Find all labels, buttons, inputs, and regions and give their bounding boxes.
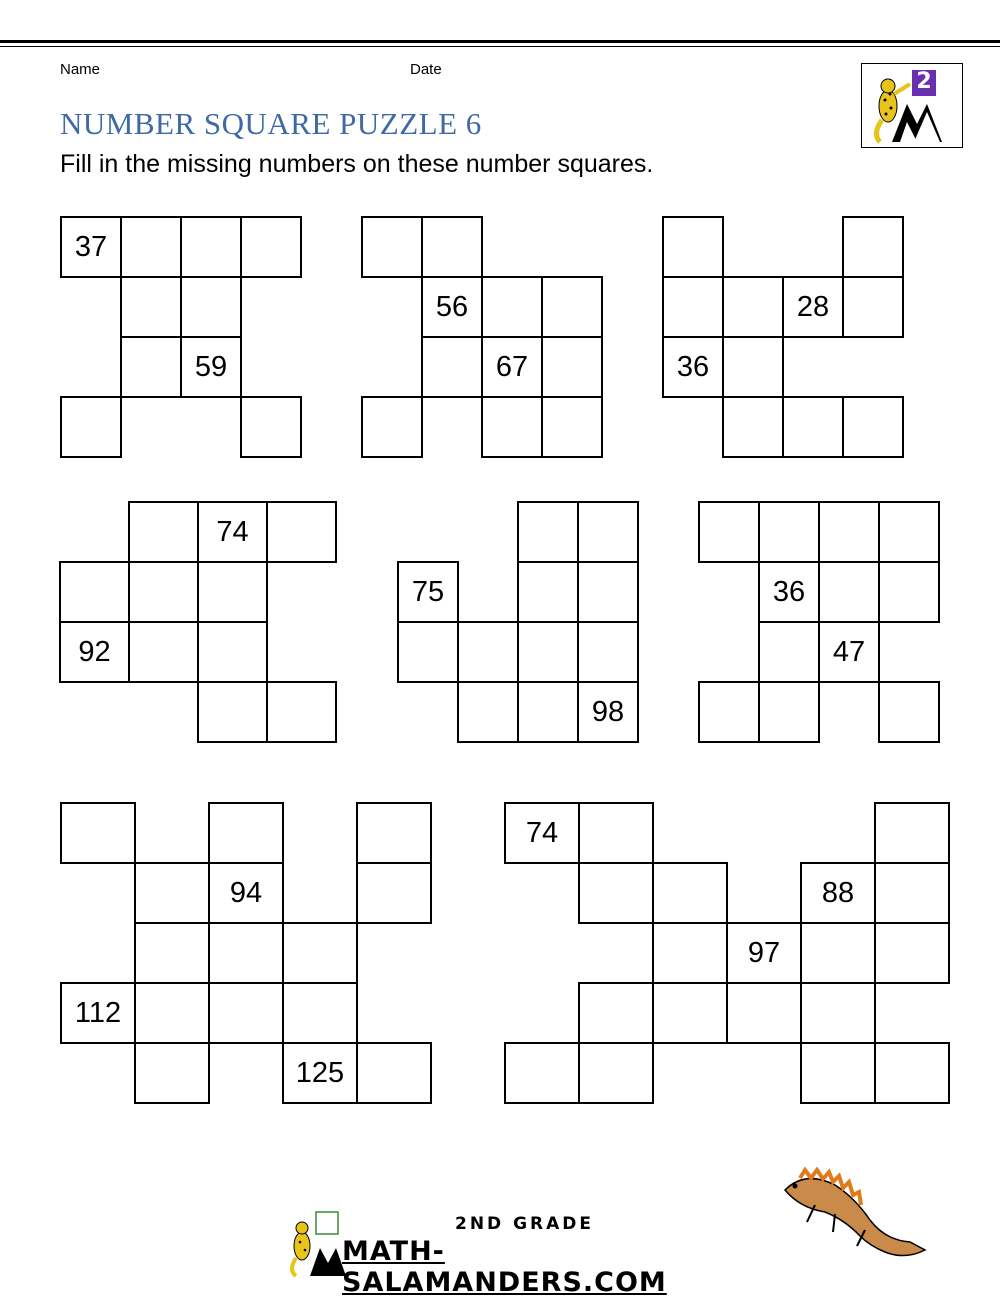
empty-number-cell[interactable] — [577, 501, 639, 563]
instructions: Fill in the missing numbers on these number squares. — [60, 150, 654, 178]
page-title: NUMBER SQUARE PUZZLE 6 — [60, 106, 482, 141]
empty-number-cell[interactable] — [874, 922, 950, 984]
empty-number-cell[interactable] — [578, 862, 654, 924]
empty-number-cell[interactable] — [726, 982, 802, 1044]
empty-number-cell[interactable] — [722, 396, 784, 458]
empty-number-cell[interactable] — [356, 1042, 432, 1104]
given-number-cell: 98 — [577, 681, 639, 743]
empty-number-cell[interactable] — [541, 336, 603, 398]
empty-number-cell[interactable] — [282, 922, 358, 984]
top-rule — [0, 40, 1000, 43]
given-number-cell: 74 — [504, 802, 580, 864]
empty-number-cell[interactable] — [266, 681, 337, 743]
empty-number-cell[interactable] — [481, 276, 543, 338]
empty-number-cell[interactable] — [878, 501, 940, 563]
empty-number-cell[interactable] — [800, 1042, 876, 1104]
empty-number-cell[interactable] — [652, 922, 728, 984]
grade-logo — [861, 63, 963, 148]
empty-number-cell[interactable] — [128, 621, 199, 683]
empty-number-cell[interactable] — [874, 802, 950, 864]
empty-number-cell[interactable] — [517, 681, 579, 743]
empty-number-cell[interactable] — [134, 982, 210, 1044]
empty-number-cell[interactable] — [128, 561, 199, 623]
empty-number-cell[interactable] — [878, 561, 940, 623]
given-number-cell: 88 — [800, 862, 876, 924]
empty-number-cell[interactable] — [266, 501, 337, 563]
empty-number-cell[interactable] — [698, 501, 760, 563]
empty-number-cell[interactable] — [842, 396, 904, 458]
empty-number-cell[interactable] — [180, 276, 242, 338]
empty-number-cell[interactable] — [652, 982, 728, 1044]
given-number-cell: 94 — [208, 862, 284, 924]
footer-site-text: MATH-SALAMANDERS.COM — [342, 1236, 667, 1298]
empty-number-cell[interactable] — [662, 276, 724, 338]
empty-number-cell[interactable] — [800, 982, 876, 1044]
empty-number-cell[interactable] — [134, 1042, 210, 1104]
given-number-cell: 92 — [59, 621, 130, 683]
given-number-cell: 36 — [758, 561, 820, 623]
empty-number-cell[interactable] — [758, 501, 820, 563]
empty-number-cell[interactable] — [652, 862, 728, 924]
empty-number-cell[interactable] — [197, 561, 268, 623]
empty-number-cell[interactable] — [60, 802, 136, 864]
empty-number-cell[interactable] — [698, 681, 760, 743]
empty-number-cell[interactable] — [578, 982, 654, 1044]
empty-number-cell[interactable] — [842, 216, 904, 278]
empty-number-cell[interactable] — [541, 276, 603, 338]
footer-grade-text: 2ND GRADE — [455, 1214, 595, 1234]
empty-number-cell[interactable] — [128, 501, 199, 563]
empty-number-cell[interactable] — [120, 216, 182, 278]
date-label: Date — [410, 61, 442, 78]
empty-number-cell[interactable] — [208, 982, 284, 1044]
empty-number-cell[interactable] — [240, 216, 302, 278]
empty-number-cell[interactable] — [517, 501, 579, 563]
empty-number-cell[interactable] — [60, 396, 122, 458]
empty-number-cell[interactable] — [208, 802, 284, 864]
empty-number-cell[interactable] — [782, 396, 844, 458]
empty-number-cell[interactable] — [758, 621, 820, 683]
empty-number-cell[interactable] — [421, 216, 483, 278]
empty-number-cell[interactable] — [59, 561, 130, 623]
empty-number-cell[interactable] — [517, 621, 579, 683]
empty-number-cell[interactable] — [578, 1042, 654, 1104]
empty-number-cell[interactable] — [356, 862, 432, 924]
given-number-cell: 112 — [60, 982, 136, 1044]
empty-number-cell[interactable] — [457, 621, 519, 683]
empty-number-cell[interactable] — [356, 802, 432, 864]
footer-logo — [280, 1208, 730, 1298]
given-number-cell: 47 — [818, 621, 880, 683]
given-number-cell: 74 — [197, 501, 268, 563]
given-number-cell: 37 — [60, 216, 122, 278]
given-number-cell: 56 — [421, 276, 483, 338]
empty-number-cell[interactable] — [481, 396, 543, 458]
empty-number-cell[interactable] — [397, 621, 459, 683]
empty-number-cell[interactable] — [722, 276, 784, 338]
given-number-cell: 36 — [662, 336, 724, 398]
empty-number-cell[interactable] — [758, 681, 820, 743]
empty-number-cell[interactable] — [818, 561, 880, 623]
newt-illustration-icon — [775, 1160, 935, 1270]
empty-number-cell[interactable] — [517, 561, 579, 623]
grade-badge-number: 2 — [916, 69, 932, 94]
empty-number-cell[interactable] — [504, 1042, 580, 1104]
empty-number-cell[interactable] — [722, 336, 784, 398]
empty-number-cell[interactable] — [120, 336, 182, 398]
empty-number-cell[interactable] — [457, 681, 519, 743]
empty-number-cell[interactable] — [577, 561, 639, 623]
given-number-cell: 97 — [726, 922, 802, 984]
empty-number-cell[interactable] — [134, 862, 210, 924]
empty-number-cell[interactable] — [541, 396, 603, 458]
empty-number-cell[interactable] — [578, 802, 654, 864]
empty-number-cell[interactable] — [120, 276, 182, 338]
empty-number-cell[interactable] — [878, 681, 940, 743]
empty-number-cell[interactable] — [197, 681, 268, 743]
empty-number-cell[interactable] — [361, 396, 423, 458]
given-number-cell: 75 — [397, 561, 459, 623]
empty-number-cell[interactable] — [874, 1042, 950, 1104]
given-number-cell: 28 — [782, 276, 844, 338]
name-label: Name — [60, 61, 101, 78]
given-number-cell: 59 — [180, 336, 242, 398]
empty-number-cell[interactable] — [818, 501, 880, 563]
empty-number-cell[interactable] — [842, 276, 904, 338]
empty-number-cell[interactable] — [240, 396, 302, 458]
empty-number-cell[interactable] — [800, 922, 876, 984]
empty-number-cell[interactable] — [361, 216, 423, 278]
empty-number-cell[interactable] — [282, 982, 358, 1044]
empty-number-cell[interactable] — [134, 922, 210, 984]
empty-number-cell[interactable] — [421, 336, 483, 398]
empty-number-cell[interactable] — [180, 216, 242, 278]
empty-number-cell[interactable] — [874, 862, 950, 924]
empty-number-cell[interactable] — [208, 922, 284, 984]
empty-number-cell[interactable] — [197, 621, 268, 683]
empty-number-cell[interactable] — [577, 621, 639, 683]
empty-number-cell[interactable] — [662, 216, 724, 278]
given-number-cell: 125 — [282, 1042, 358, 1104]
given-number-cell: 67 — [481, 336, 543, 398]
top-rule-thin — [0, 46, 1000, 47]
